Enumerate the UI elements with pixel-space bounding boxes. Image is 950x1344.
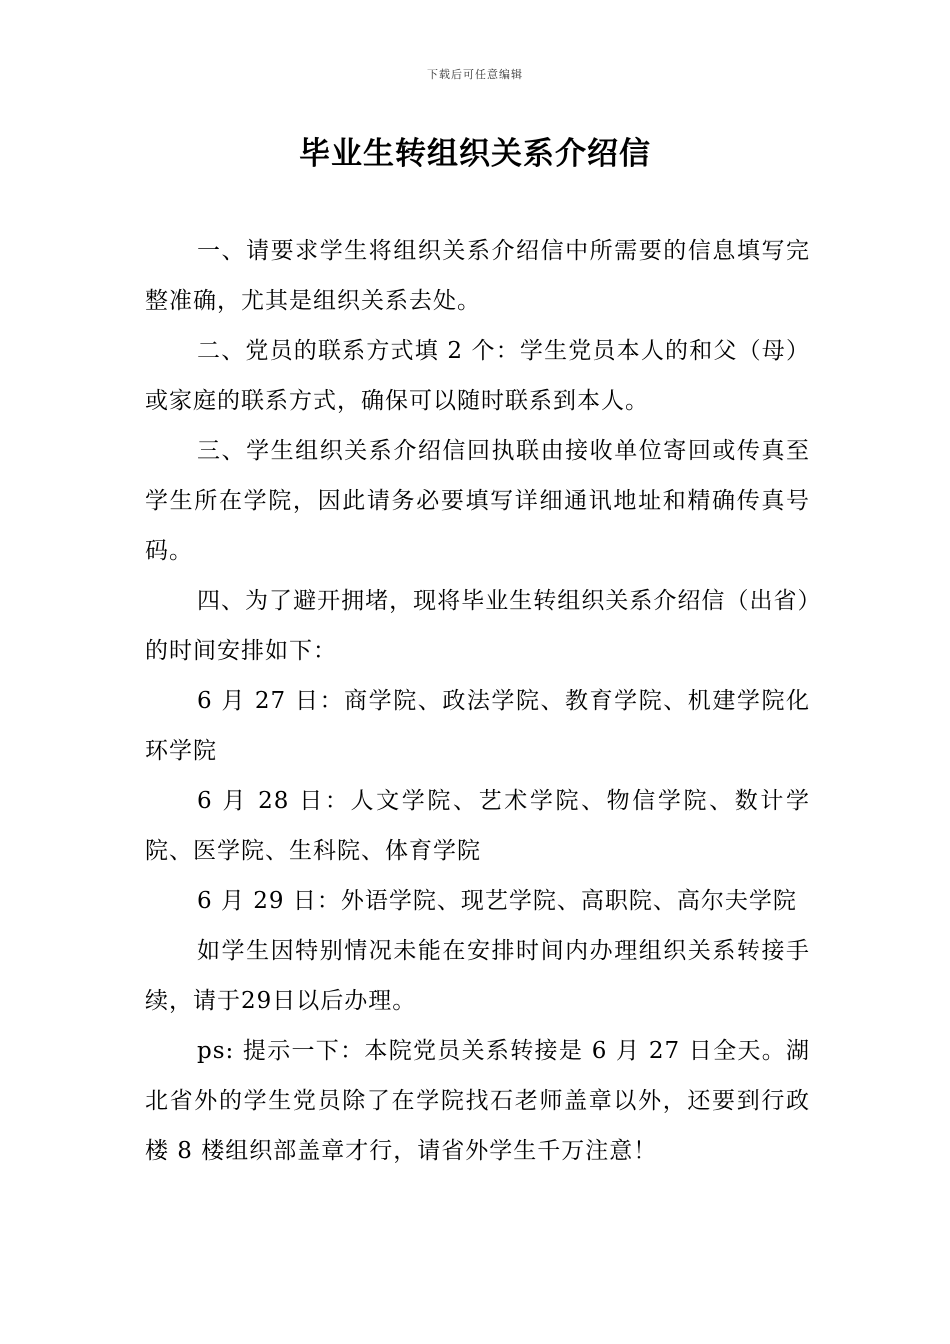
schedule-june-27: 6 月 27 日：商学院、政法学院、教育学院、机建学院化环学院 [145, 688, 810, 764]
paragraph-ps: ps: 提示一下：本院党员关系转接是 6 月 27 日全天。湖北省外的学生党员除了在学院找石老师盖章以外，还要到行政楼 8 楼组织部盖章才行，请省外学生千万注意！ [145, 1038, 810, 1164]
paragraph-2: 二、党员的联系方式填 2 个：学生党员本人的和父（母）或家庭的联系方式，确保可以随时联系到本人。 [145, 338, 810, 414]
paragraph-1: 一、请要求学生将组织关系介绍信中所需要的信息填写完整准确，尤其是组织关系去处。 [145, 238, 810, 314]
paragraph-3: 三、学生组织关系介绍信回执联由接收单位寄回或传真至学生所在学院，因此请务必要填写详细通讯地址和精确传真号码。 [145, 438, 810, 564]
document-body [145, 226, 810, 1176]
schedule-june-29: 6 月 29 日：外语学院、现艺学院、高职院、高尔夫学院 [197, 888, 797, 914]
document-title: 毕业生转组织关系介绍信 [299, 136, 651, 172]
paragraph-exception: 如学生因特别情况未能在安排时间内办理组织关系转接手续，请于29日以后办理。 [145, 938, 810, 1014]
schedule-june-28: 6 月 28 日：人文学院、艺术学院、物信学院、数计学院、医学院、生科院、体育学院 [145, 788, 810, 864]
paragraph-4: 四、为了避开拥堵，现将毕业生转组织关系介绍信（出省）的时间安排如下： [145, 588, 810, 664]
header-note: 下载后可任意编辑 [427, 68, 523, 81]
